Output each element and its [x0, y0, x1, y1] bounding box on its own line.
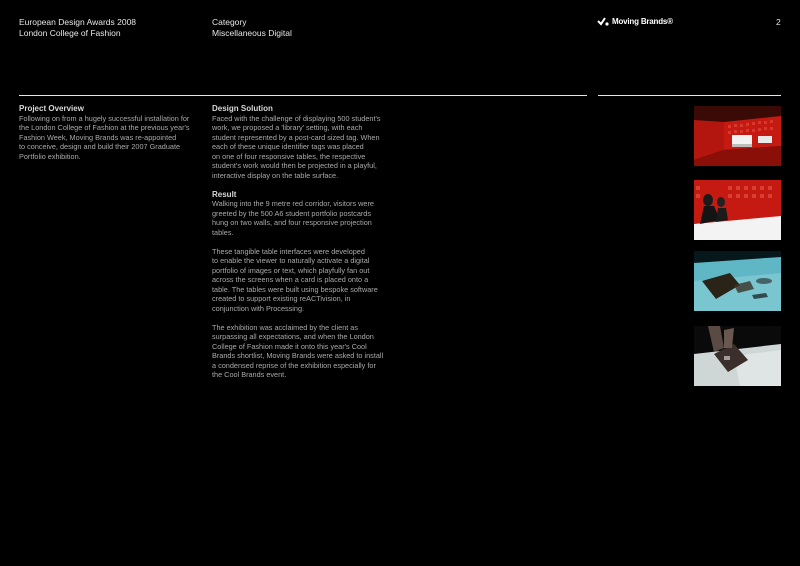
text-line: on one of four responsive tables, the respective	[212, 151, 366, 161]
text-line: across the screens when a card is placed onto a	[212, 275, 369, 284]
text-line: to conceive, design and build their 2007 Graduate	[19, 142, 181, 151]
text-line: student represented by a post-card sized tag. When	[212, 132, 380, 142]
text-line: interactive display on the table surface.	[212, 170, 339, 180]
text-line: College of Fashion made it onto this year's Cool	[212, 341, 367, 351]
text-line: the London College of Fashion at the previous year's	[19, 123, 190, 132]
text-line: greeted by the 500 A6 student portfolio postcards	[212, 208, 372, 218]
category-block	[212, 17, 292, 38]
design-solution-heading: Design Solution	[212, 104, 273, 113]
photo-visitors-at-table	[694, 180, 781, 240]
text-line: table. The tables were built using bespoke software	[212, 284, 378, 294]
project-client-line: London College of Fashion	[19, 27, 121, 38]
design-solution-text	[212, 114, 402, 181]
category-label: Category	[212, 17, 247, 27]
page-number: 2	[776, 17, 781, 27]
text-line: a condensed reprise of the exhibition especially for	[212, 360, 376, 370]
text-line: Following on from a hugely successful installation for	[19, 113, 190, 123]
photo-projection-table-cyan	[694, 251, 781, 311]
text-line: Brands shortlist, Moving Brands were asked to install	[212, 351, 384, 360]
divider-rule-main	[19, 95, 587, 96]
text-line: conjunction with Processing.	[212, 303, 305, 313]
project-title-block	[19, 17, 136, 38]
project-award-line: European Design Awards 2008	[19, 17, 137, 27]
photo-red-corridor	[694, 106, 781, 166]
category-value: Miscellaneous Digital	[212, 27, 292, 38]
brand-logo	[597, 16, 673, 26]
text-line: Faced with the challenge of displaying 500 student's	[212, 113, 381, 123]
photo-hand-placing-card	[694, 326, 781, 386]
moving-brands-mark-icon	[597, 16, 609, 26]
text-line: Fashion Week, Moving Brands was re-appointed	[19, 132, 177, 142]
text-line: These tangible table interfaces were developed	[212, 246, 365, 256]
text-line: created to support existing reACTivision, in	[212, 294, 351, 303]
project-overview-section	[19, 104, 204, 161]
text-line: Portfolio exhibition.	[19, 151, 81, 161]
result-text	[212, 199, 402, 380]
text-line: work, we proposed a 'library' setting, with each	[212, 123, 363, 132]
project-overview-text	[19, 114, 204, 162]
text-line: tables.	[212, 227, 234, 237]
text-line: Walking into the 9 metre red corridor, visitors were	[212, 199, 374, 208]
text-line: The exhibition was acclaimed by the client as	[212, 322, 359, 332]
text-line: surpassing all expectations, and when the London	[212, 332, 374, 341]
result-heading: Result	[212, 189, 237, 199]
text-line: the Cool Brands event.	[212, 370, 287, 379]
text-line: student's work would then be projected in a playful,	[212, 161, 377, 170]
text-line: hung on two walls, and four responsive projection	[212, 218, 372, 227]
divider-rule-side	[598, 95, 781, 96]
design-solution-section	[212, 104, 402, 380]
project-overview-heading: Project Overview	[19, 104, 84, 113]
brand-name: Moving Brands®	[612, 16, 673, 26]
text-line: portfolio of images or text, which playfully fan out	[212, 265, 370, 275]
text-line: to enable the viewer to naturally activate a digital	[212, 256, 370, 265]
text-line: each of these unique identifier tags was placed	[212, 142, 364, 151]
